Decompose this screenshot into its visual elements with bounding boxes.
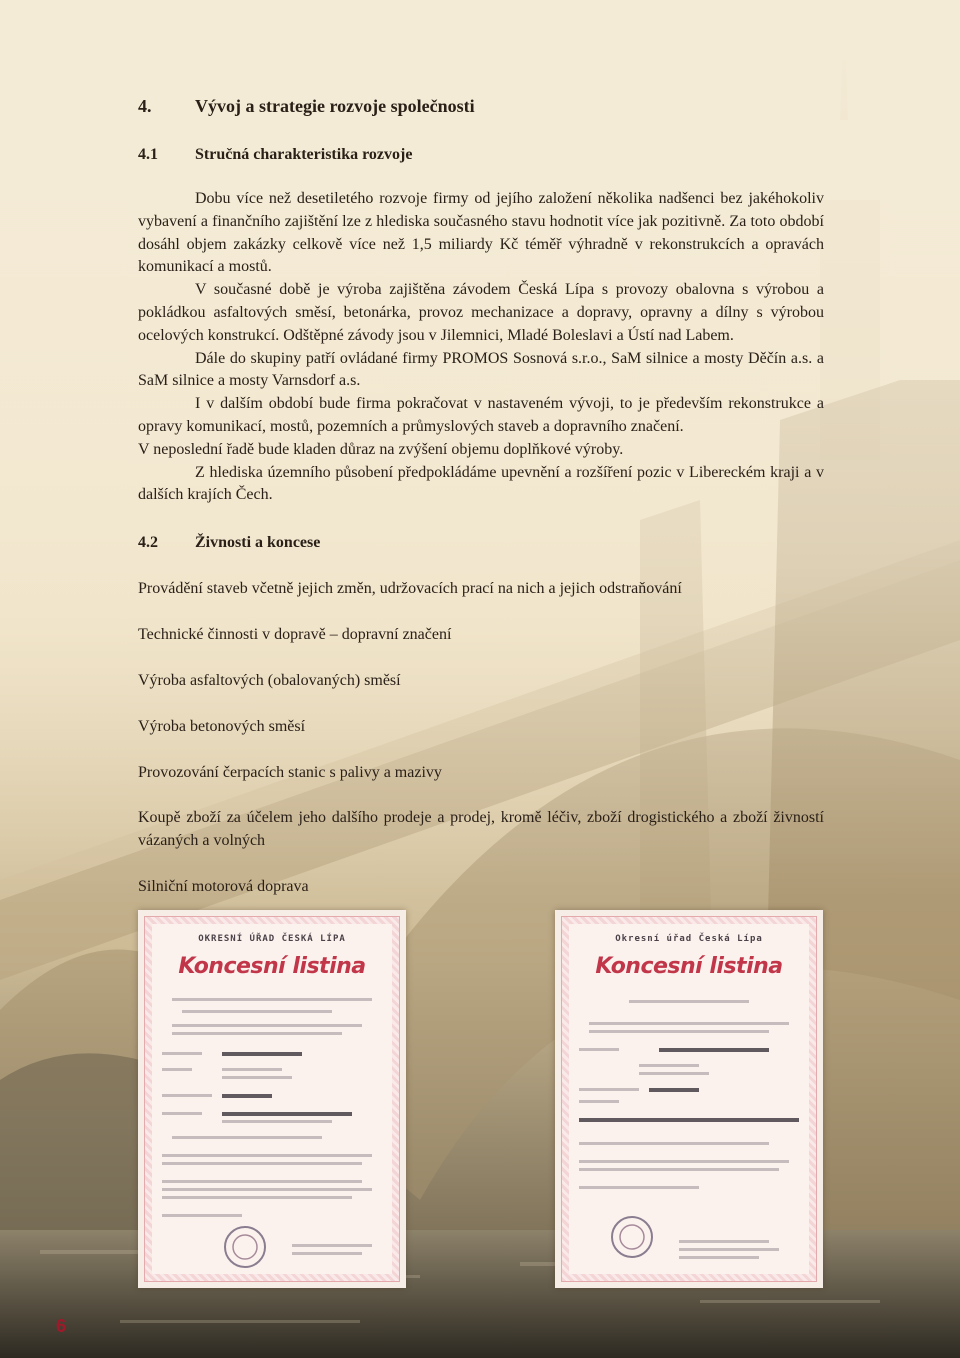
chapter-heading — [138, 96, 475, 117]
section-number: 4.2 — [138, 534, 158, 551]
section-heading-4-2 — [138, 534, 320, 552]
document-title: Koncesní listina — [595, 954, 783, 979]
licence-item: Výroba asfaltových (obalovaných) směsí — [138, 672, 401, 689]
official-seal-icon — [609, 1214, 655, 1260]
paragraph: V současné době je výroba zajištěna závodem Česká Lípa s provozy obalovna s výrobou a pokládkou asfaltových směsí, betonárka, provoz mechanizace a dopravy, opravny a dílny s výrobou ocelových konstrukcí. Odštěpné závody jsou v Jilemnici, Mladé Boleslavi a Ústí nad Labem. — [138, 281, 824, 344]
licence-item: Provádění staveb včetně jejich změn, udržovacích prací na nich a jejich odstraňování — [138, 580, 682, 597]
licence-item: Technické činnosti v dopravě – dopravní značení — [138, 626, 452, 643]
licence-item: Silniční motorová doprava — [138, 878, 309, 895]
chapter-number: 4. — [138, 96, 152, 116]
document-office: OKRESNÍ ÚŘAD ČESKÁ LÍPA — [198, 934, 346, 944]
official-seal-icon — [222, 1224, 268, 1270]
page-number: 6 — [56, 1316, 67, 1336]
document-title: Koncesní listina — [178, 954, 366, 979]
document-office: Okresní úřad Česká Lípa — [615, 934, 763, 944]
licence-item: Výroba betonových směsí — [138, 718, 306, 735]
chapter-title: Vývoj a strategie rozvoje společnosti — [195, 96, 475, 116]
paragraph: Dobu více než desetiletého rozvoje firmy od jejího založení několika nadšenci bez jakéhokoliv vybavení a finančního zajištění lze z hlediska současného stavu hodnotit více jak pozitivně. Za toto období dosáhl objem zakázky celkově více než 1,5 miliardy Kč téměř výhradně v rekonstrukcích a opravách komunikací a mostů. — [138, 190, 824, 276]
licence-document-scan — [555, 910, 823, 1288]
section-4-1-body — [138, 188, 824, 507]
licence-item: Koupě zboží za účelem jeho dalšího prodeje a prodej, kromě léčiv, zboží drogistického a zboží živností vázaných a volných — [138, 809, 824, 849]
section-title: Stručná charakteristika rozvoje — [195, 146, 413, 163]
paragraph: Dále do skupiny patří ovládané firmy PROMOS Sosnová s.r.o., SaM silnice a mosty Děčín a.s. a SaM silnice a mosty Varnsdorf a.s. — [138, 349, 824, 390]
section-heading-4-1 — [138, 146, 412, 164]
section-title: Živnosti a koncese — [195, 534, 321, 551]
licence-document-scan — [138, 910, 406, 1288]
paragraph: Z hlediska územního působení předpokládáme upevnění a rozšíření pozic v Libereckém kraji a v dalších krajích Čech. — [138, 463, 824, 504]
paragraph: V neposlední řadě bude kladen důraz na zvýšení objemu doplňkové výroby. — [138, 440, 624, 458]
licence-item: Provozování čerpacích stanic s palivy a mazivy — [138, 764, 442, 781]
section-number: 4.1 — [138, 146, 158, 163]
paragraph: I v dalším období bude firma pokračovat v nastaveném vývoji, to je především rekonstrukce a opravy komunikací, mostů, pozemních a průmyslových staveb a dopravního značení. — [138, 395, 824, 435]
